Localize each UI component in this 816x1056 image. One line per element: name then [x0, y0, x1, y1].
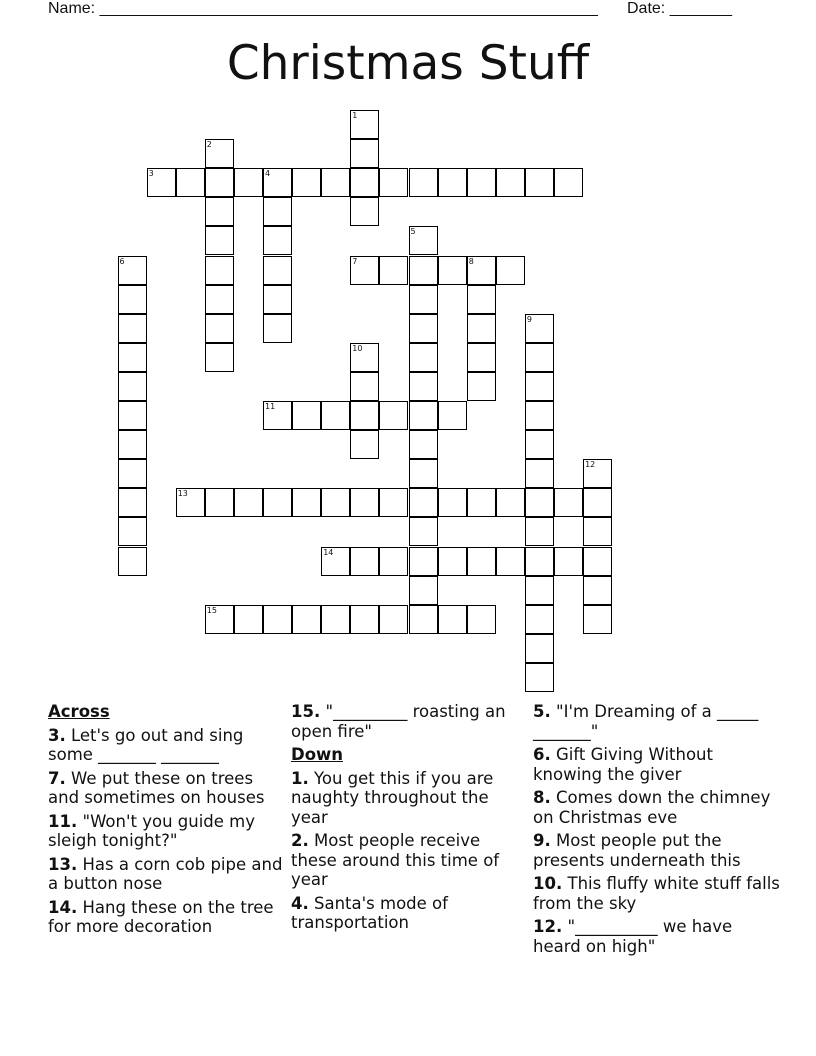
grid-cell[interactable] [409, 401, 438, 430]
clue-number: 6. [533, 745, 551, 764]
clue-column-3 [533, 702, 783, 960]
grid-cell[interactable] [263, 314, 292, 343]
grid-cell[interactable] [379, 547, 408, 576]
grid-cell[interactable] [321, 488, 350, 517]
grid-cell[interactable] [118, 372, 147, 401]
grid-cell[interactable] [409, 576, 438, 605]
grid-cell[interactable] [525, 430, 554, 459]
grid-cell[interactable] [118, 343, 147, 372]
grid-cell[interactable] [118, 401, 147, 430]
clue-text: Most people put the presents underneath this [533, 831, 741, 870]
grid-cell[interactable] [350, 605, 379, 634]
clue-text: Let's go out and sing some _______ _______ [48, 725, 244, 764]
grid-cell[interactable] [350, 139, 379, 168]
grid-cell[interactable] [525, 605, 554, 634]
clue-number: 8. [533, 788, 551, 807]
clue-start-number: 6 [119, 256, 125, 266]
clue-text: This fluffy white stuff falls from the sky [533, 874, 780, 913]
grid-cell[interactable] [379, 488, 408, 517]
grid-cell[interactable] [292, 168, 321, 197]
grid-cell[interactable] [583, 517, 612, 546]
clue-column-1 [48, 702, 284, 941]
grid-cell[interactable] [409, 517, 438, 546]
clue-number: 11. [48, 811, 78, 831]
grid-cell[interactable] [263, 488, 292, 517]
clue-start-number: 5 [410, 227, 416, 237]
across-clue-14 [48, 898, 284, 937]
grid-cell[interactable] [583, 576, 612, 605]
grid-cell[interactable] [525, 343, 554, 372]
grid-cell[interactable] [467, 488, 496, 517]
clue-text: Has a corn cob pipe and a button nose [48, 854, 283, 893]
across-clue-13 [48, 855, 284, 894]
grid-cell[interactable] [583, 547, 612, 576]
grid-cell[interactable] [409, 547, 438, 576]
grid-cell[interactable] [205, 226, 234, 255]
grid-cell[interactable] [379, 256, 408, 285]
across-clue-3 [48, 726, 284, 765]
grid-cell[interactable] [467, 372, 496, 401]
across-heading: Across [48, 702, 110, 721]
down-clue-10 [533, 874, 783, 913]
clue-start-number: 12 [585, 460, 596, 470]
down-clue-9 [533, 831, 783, 870]
grid-cell[interactable] [496, 168, 525, 197]
grid-cell[interactable] [350, 430, 379, 459]
grid-cell[interactable] [554, 168, 583, 197]
grid-cell[interactable] [379, 401, 408, 430]
grid-cell[interactable] [350, 197, 379, 226]
grid-cell[interactable] [525, 168, 554, 197]
grid-cell[interactable] [350, 547, 379, 576]
grid-cell[interactable] [205, 314, 234, 343]
clue-text: Most people receive these around this time of year [291, 831, 500, 889]
grid-cell[interactable] [118, 314, 147, 343]
grid-cell[interactable] [292, 401, 321, 430]
grid-cell[interactable] [263, 197, 292, 226]
clue-text: Comes down the chimney on Christmas eve [533, 788, 771, 827]
clue-start-number: 7 [352, 256, 358, 266]
grid-cell[interactable] [350, 372, 379, 401]
grid-cell[interactable] [496, 547, 525, 576]
grid-cell[interactable] [467, 285, 496, 314]
clue-text: "__________ we have heard on high" [533, 917, 733, 956]
clue-start-number: 2 [206, 140, 212, 150]
grid-cell[interactable] [205, 197, 234, 226]
grid-cell[interactable] [525, 488, 554, 517]
grid-cell[interactable] [379, 605, 408, 634]
clue-text: Gift Giving Without knowing the giver [533, 745, 713, 784]
clue-start-number: 10 [352, 343, 363, 353]
clue-text: "I'm Dreaming of a _____ _______" [533, 702, 759, 741]
grid-cell[interactable] [321, 401, 350, 430]
grid-cell[interactable] [467, 314, 496, 343]
grid-cell[interactable] [205, 285, 234, 314]
name-blank[interactable]: ________________________________________________________ [99, 0, 598, 17]
clue-text: Santa's mode of transportation [291, 893, 448, 932]
clue-text: "_________ roasting an open fire" [291, 702, 506, 741]
clue-start-number: 3 [148, 169, 154, 179]
grid-cell[interactable] [525, 663, 554, 692]
grid-cell[interactable] [525, 547, 554, 576]
down-heading: Down [291, 745, 344, 764]
down-clue-6 [533, 745, 783, 784]
grid-cell[interactable] [409, 459, 438, 488]
grid-cell[interactable] [205, 343, 234, 372]
grid-cell[interactable] [554, 547, 583, 576]
down-clue-5 [533, 702, 783, 741]
grid-cell[interactable] [409, 488, 438, 517]
grid-cell[interactable] [263, 256, 292, 285]
down-clue-2 [291, 831, 527, 890]
name-label: Name: [48, 0, 96, 17]
clue-number: 14. [48, 897, 78, 917]
clue-number: 15. [291, 702, 321, 721]
grid-cell[interactable] [409, 168, 438, 197]
grid-cell[interactable] [118, 430, 147, 459]
clue-number: 13. [48, 854, 78, 874]
grid-cell[interactable] [438, 547, 467, 576]
clue-start-number: 13 [177, 489, 188, 499]
grid-cell[interactable] [350, 168, 379, 197]
down-clue-8 [533, 788, 783, 827]
clue-number: 1. [291, 768, 309, 788]
clue-start-number: 15 [206, 605, 217, 615]
clue-number: 10. [533, 874, 563, 893]
grid-cell[interactable] [234, 168, 263, 197]
grid-cell[interactable] [234, 488, 263, 517]
grid-cell[interactable] [176, 168, 205, 197]
grid-cell[interactable] [409, 343, 438, 372]
clue-number: 3. [48, 725, 66, 745]
clue-number: 4. [291, 893, 309, 913]
grid-cell[interactable] [350, 401, 379, 430]
puzzle-title: Christmas Stuff [226, 36, 590, 91]
grid-cell[interactable] [525, 634, 554, 663]
grid-cell[interactable] [118, 517, 147, 546]
clue-number: 7. [48, 768, 66, 788]
clue-text: You get this if you are naughty throughout the year [291, 768, 494, 827]
down-clue-4 [291, 894, 527, 933]
grid-cell[interactable] [263, 226, 292, 255]
grid-cell[interactable] [467, 605, 496, 634]
grid-cell[interactable] [496, 488, 525, 517]
grid-cell[interactable] [409, 372, 438, 401]
down-clue-12 [533, 917, 783, 956]
clue-start-number: 9 [526, 314, 532, 324]
grid-cell[interactable] [205, 488, 234, 517]
grid-cell[interactable] [409, 314, 438, 343]
across-clue-11 [48, 812, 284, 851]
clue-column-2 [291, 702, 527, 937]
clue-start-number: 14 [323, 547, 334, 557]
grid-cell[interactable] [554, 488, 583, 517]
grid-cell[interactable] [525, 459, 554, 488]
grid-cell[interactable] [525, 517, 554, 546]
grid-cell[interactable] [118, 285, 147, 314]
grid-cell[interactable] [321, 605, 350, 634]
grid-cell[interactable] [263, 285, 292, 314]
clue-start-number: 4 [265, 169, 271, 179]
grid-cell[interactable] [438, 488, 467, 517]
grid-cell[interactable] [118, 547, 147, 576]
grid-cell[interactable] [583, 488, 612, 517]
grid-cell[interactable] [438, 605, 467, 634]
grid-cell[interactable] [118, 488, 147, 517]
clue-number: 2. [291, 831, 309, 850]
clue-number: 5. [533, 702, 551, 721]
grid-cell[interactable] [292, 488, 321, 517]
grid-cell[interactable] [205, 256, 234, 285]
clue-text: Hang these on the tree for more decoration [48, 897, 274, 936]
clue-number: 9. [533, 831, 551, 850]
across-clue-15 [291, 702, 527, 741]
date-label: Date: [627, 0, 666, 17]
grid-cell[interactable] [525, 576, 554, 605]
grid-cell[interactable] [525, 401, 554, 430]
grid-cell[interactable] [438, 168, 467, 197]
grid-cell[interactable] [467, 547, 496, 576]
clue-text: We put these on trees and sometimes on houses [48, 768, 265, 807]
across-clue-7 [48, 769, 284, 808]
grid-cell[interactable] [467, 343, 496, 372]
grid-cell[interactable] [409, 605, 438, 634]
clue-text: "Won't you guide my sleigh tonight?" [48, 811, 256, 850]
grid-cell[interactable] [409, 430, 438, 459]
grid-cell[interactable] [350, 488, 379, 517]
grid-cell[interactable] [409, 256, 438, 285]
grid-cell[interactable] [234, 605, 263, 634]
grid-cell[interactable] [118, 459, 147, 488]
date-blank[interactable]: _______ [669, 0, 732, 17]
grid-cell[interactable] [379, 168, 408, 197]
grid-cell[interactable] [263, 605, 292, 634]
grid-cell[interactable] [525, 372, 554, 401]
grid-cell[interactable] [409, 285, 438, 314]
grid-cell[interactable] [496, 256, 525, 285]
clue-start-number: 11 [265, 402, 276, 411]
grid-cell[interactable] [292, 605, 321, 634]
grid-cell[interactable] [438, 256, 467, 285]
grid-cell[interactable] [321, 168, 350, 197]
clue-start-number: 8 [468, 256, 474, 266]
grid-cell[interactable] [438, 401, 467, 430]
grid-cell[interactable] [205, 168, 234, 197]
grid-cell[interactable] [583, 605, 612, 634]
clue-number: 12. [533, 917, 563, 936]
grid-cell[interactable] [467, 168, 496, 197]
clue-start-number: 1 [352, 111, 358, 120]
down-clue-1 [291, 769, 527, 828]
